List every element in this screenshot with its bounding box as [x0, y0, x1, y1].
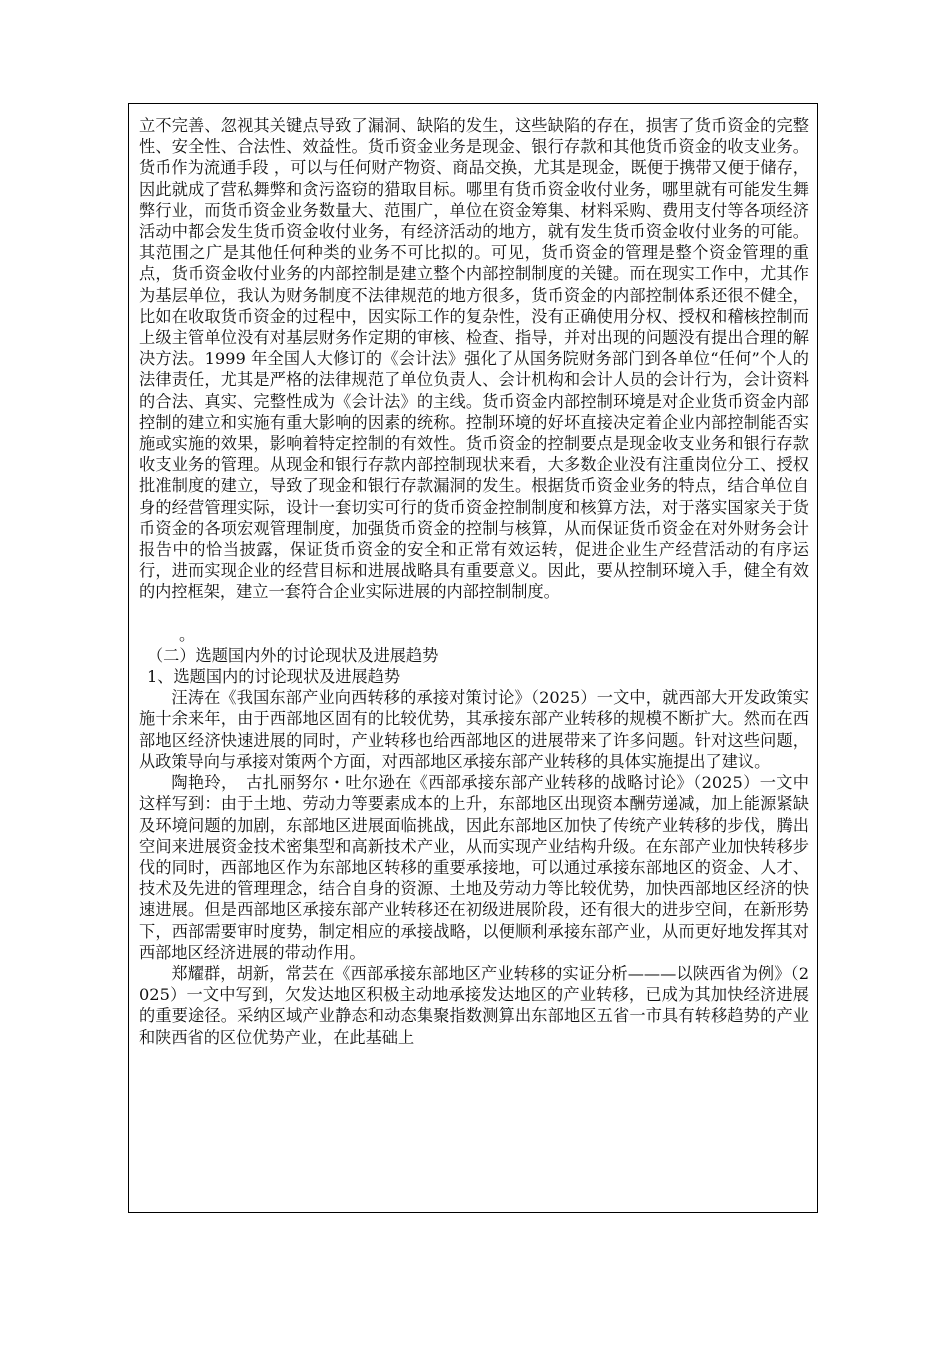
section-heading: （二）选题国内外的讨论现状及进展趋势: [147, 645, 439, 665]
paragraph-cash-control: 立不完善、忽视其关键点导致了漏洞、缺陷的发生，这些缺陷的存在，损害了货币资金的完整性、安全性、合法性、效益性。货币资金业务是现金、银行存款和其他货币资金的收支业务。货币作为流通手段 ，可以与任何财产物资、商品交换，尤其是现金，既便于携带又便于储存，因此就成了营私舞弊和贪污盗窃的猎取目标。哪里有货币资金收付业务，哪里就有可能发生舞弊行业，而货币资金业务数量大、范围广，单位在资金筹集、材料采购、费用支付等各项经济活动中都会发生货币资金收付业务，有经济活动的地方，就有发生货币资金收付业务的可能。其范围之广是其他任何种类的业务不可比拟的。可见，货币资金的管理是整个资金管理的重点，货币资金收付业务的内部控制是建立整个内部控制制度的关键。而在现实工作中，尤其作为基层单位，我认为财务制度不法律规范的地方很多，货币资金的内部控制体系还很不健全，比如在收取货币资金的过程中，因实际工作的复杂性，没有正确使用分权、授权和稽核控制而上级主管单位没有对基层财务作定期的审核、检查、指导，并对出现的问题没有提出合理的解决方法。1999 年全国人大修订的《会计法》强化了从国务院财务部门到各单位“任何”个人的法律责任，尤其是严格的法律规范了单位负责人、会计机构和会计人员的会计行为，会计资料的合法、真实、完整性成为《会计法》的主线。货币资金内部控制环境是对企业货币资金内部控制的建立和实施有重大影响的因素的统称。控制环境的好坏直接决定着企业内部控制能否实施或实施的效果，影响着特定控制的有效性。货币资金的控制要点是现金收支业务和银行存款收支业务的管理。从现金和银行存款内部控制现状来看，大多数企业没有注重岗位分工、授权批准制度的建立，导致了现金和银行存款漏洞的发生。根据货币资金业务的特点，结合单位自身的经营管理实际，设计一套切实可行的货币资金控制制度和核算方法，对于落实国家关于货币资金的各项宏观管理制度，加强货币资金的控制与核算，从而保证货币资金在对外财务会计报告中的恰当披露，保证货币资金的安全和正常有效运转，促进企业生产经营活动的有序运行，进而实现企业的经营目标和进展战略具有重要意义。因此，要从控制环境入手，健全有效的内控框架，建立一套符合企业实际进展的内部控制制度。: [139, 116, 809, 602]
stray-period: 。: [179, 624, 196, 644]
paragraph-wang-tao: 汪涛在《我国东部产业向西转移的承接对策讨论》（2025）一文中，就西部大开发政策实施十余来年，由于西部地区固有的比较优势，其承接东部产业转移的规模不断扩大。然而在西部地区经济快速进展的同时，产业转移也给西部地区的进展带来了许多问题。针对这些问题，从政策导向与承接对策两个方面，对西部地区承接东部产业转移的具体实施提出了建议。: [139, 688, 809, 771]
subsection-heading: 1、选题国内的讨论现状及进展趋势: [147, 667, 401, 687]
paragraph-zheng-yaoqun: 郑耀群，胡新，常芸在《西部承接东部地区产业转移的实证分析———以陕西省为例》（2025）一文中写到，欠发达地区积极主动地承接发达地区的产业转移，已成为其加快经济进展的重要途径。采纳区域产业静态和动态集聚指数测算出东部地区五省一市具有转移趋势的产业和陕西省的区位优势产业，在此基础上: [139, 963, 809, 1047]
document-body: [139, 115, 809, 1048]
document-frame: [128, 103, 818, 1213]
paragraph-tao-yanling: 陶艳玲， 古扎丽努尔・吐尔逊在《西部承接东部产业转移的战略讨论》（2025）一文中这样写到：由于土地、劳动力等要素成本的上升，东部地区出现资本酬劳递减，加上能源紧缺及环境问题的加剧，东部地区进展面临挑战，因此东部地区加快了传统产业转移的步伐，腾出空间来进展资金技术密集型和高新技术产业，从而实现产业结构升级。在东部产业加快转移步伐的同时，西部地区作为东部地区转移的重要承接地，可以通过承接东部地区的资金、人才、技术及先进的管理理念，结合自身的资源、土地及劳动力等比较优势，加快西部地区经济的快速进展。但是西部地区承接东部产业转移还在初级进展阶段，还有很大的进步空间，在新形势下，西部需要审时度势，制定相应的承接战略，以便顺利承接东部产业，从而更好地发挥其对西部地区经济进展的带动作用。: [139, 773, 809, 962]
